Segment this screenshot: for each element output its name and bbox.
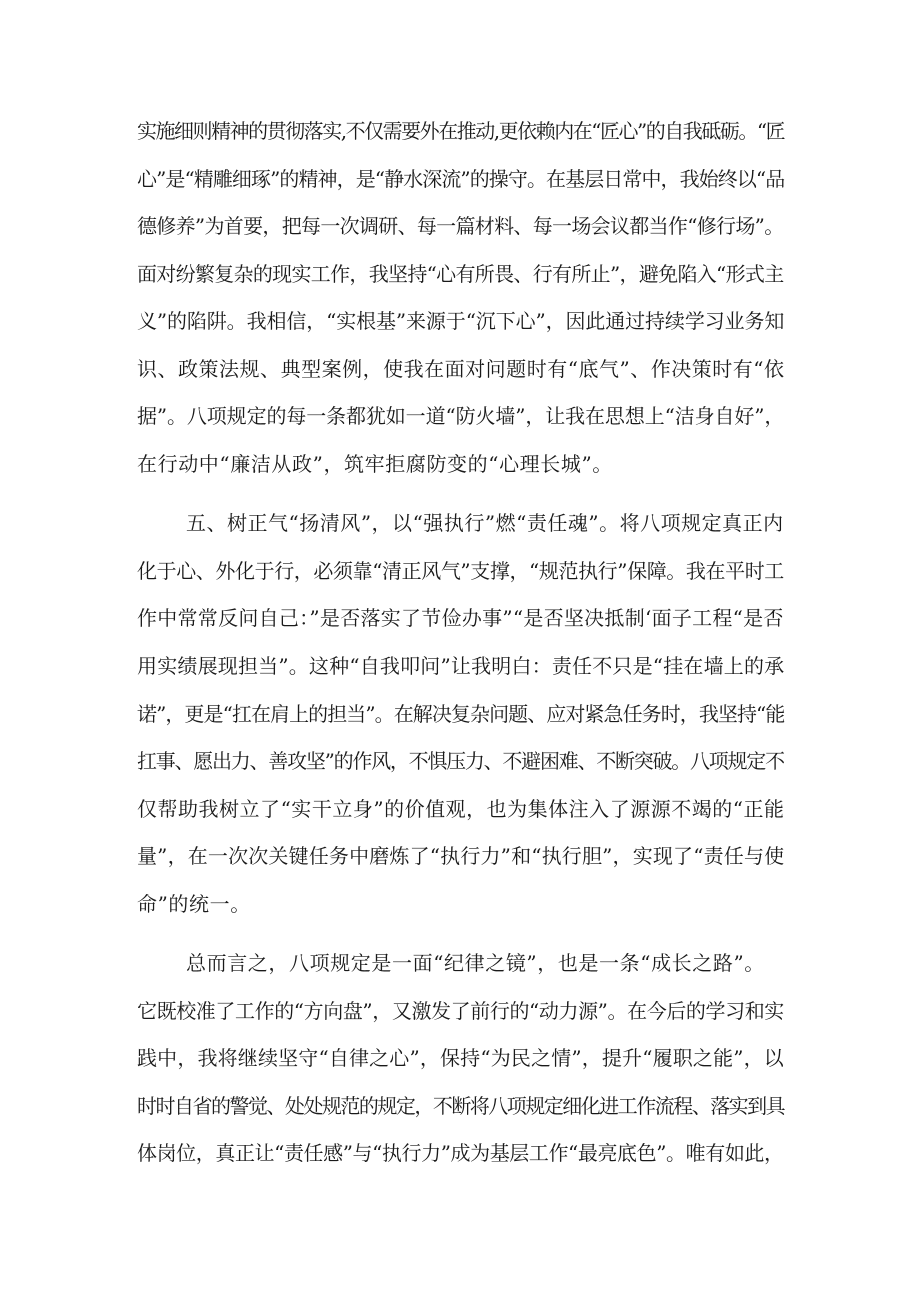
text-line: 义”的陷阱。我相信，“实根基”来源于“沉下心”，因此通过持续学习业务知 [137, 309, 785, 333]
text-line: 德修养”为首要，把每一次调研、每一篇材料、每一场会议都当作“修行场”。 [137, 214, 784, 238]
text-line: 化于心、外化于行，必须靠“清正风气”支撑，“规范执行”保障。我在平时工 [137, 559, 784, 583]
text-line: 诺”，更是“扛在肩上的担当”。在解决复杂问题、应对紧急任务时，我坚持“能 [137, 702, 785, 726]
text-line: 作中常常反问自己：”是否落实了节俭办事”“是否坚决抵制‘面子工程“是否 [137, 606, 784, 630]
text-line: 心”是“精雕细琢”的精神，是“静水深流”的操守。在基层日常中，我始终以“品 [137, 167, 785, 191]
text-line: 在行动中“廉洁从政”，筑牢拒腐防变的“心理长城”。 [137, 452, 613, 476]
text-line: 用实绩展现担当”。这种“自我叩问”让我明白：责任不只是“挂在墙上的承 [137, 654, 785, 678]
text-line: 总而言之，八项规定是一面“纪律之镜”，也是一条“成长之路”。 [186, 951, 765, 975]
text-line: 据”。八项规定的每一条都犹如一道“防火墙”，让我在思想上“洁身自好”， [137, 404, 785, 428]
text-line: 践中，我将继续坚守“自律之心”，保持“为民之情”，提升“履职之能”，以 [137, 1046, 784, 1070]
text-line: 面对纷繁复杂的现实工作，我坚持“心有所畏、行有所止”，避免陷入“形式主 [137, 262, 784, 286]
text-line: 量”，在一次次关键任务中磨炼了“执行力”和“执行胆”，实现了“责任与使 [137, 844, 785, 868]
text-line: 它既校准了工作的“方向盘”，又激发了前行的“动力源”。在今后的学习和实 [137, 999, 784, 1023]
text-line: 五、树正气“扬清风”，以“强执行”燃“责任魂”。将八项规定真正内 [186, 511, 784, 535]
text-line: 扛事、愿出力、善攻坚”的作风，不惧压力、不避困难、不断突破。八项规定不 [137, 749, 784, 773]
text-line: 仅帮助我树立了“实干立身”的价值观，也为集体注入了源源不竭的“正能 [137, 797, 785, 821]
text-line: 体岗位，真正让“责任感”与“执行力”成为基层工作“最亮底色”。唯有如此， [137, 1141, 784, 1165]
text-line: 实施细则精神的贯彻落实,不仅需要外在推动,更依赖内在“匠心”的自我砥砺。“匠 [137, 119, 785, 143]
text-line: 时时自省的警觉、处处规范的规定，不断将八项规定细化进工作流程、落实到具 [137, 1094, 785, 1118]
text-line: 命”的统一。 [137, 892, 251, 916]
text-line: 识、政策法规、典型案例，使我在面对问题时有“底气”、作决策时有“依 [137, 357, 785, 381]
